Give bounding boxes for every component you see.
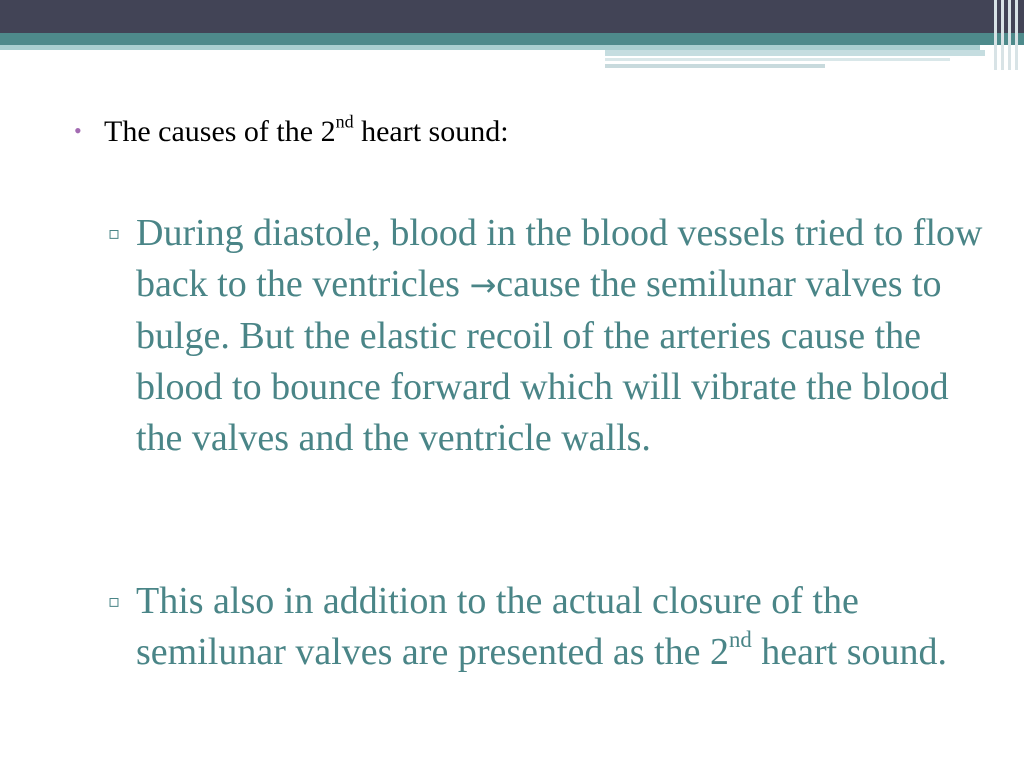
decorative-stripes <box>990 0 1024 70</box>
right-arrow-icon: → <box>469 266 497 304</box>
ordinal-superscript: nd <box>335 111 354 132</box>
sub-bullet-2 <box>108 576 988 678</box>
sub-bullet-2-part1: This also in addition to the actual closure of the semilunar valves are presented as the 2 <box>136 580 859 673</box>
sub-bullet-1-part1: During diastole, blood in the blood vessels tried to flow back to the ventricles <box>136 212 983 305</box>
decorative-line <box>605 58 950 61</box>
decorative-line <box>605 64 825 68</box>
main-bullet-text-end: heart sound: <box>353 115 509 148</box>
header-bar <box>0 0 1024 33</box>
round-bullet-icon: • <box>74 118 82 143</box>
main-bullet-text: The causes of the 2 <box>104 115 336 148</box>
sub-bullet-1-text <box>136 208 988 464</box>
sub-bullet-2-text <box>136 576 988 678</box>
square-bullet-icon: ▫ <box>108 223 121 244</box>
sub-bullet-1-part2: cause the semilunar valves to bulge. But the elastic recoil of the arteries cause the blood to bounce forward which will vibrate the blood the valves and the ventricle walls. <box>136 263 949 459</box>
header-teal-band <box>0 33 1024 45</box>
square-bullet-icon: ▫ <box>108 591 121 612</box>
ordinal-superscript: nd <box>729 626 752 652</box>
main-bullet <box>74 112 509 151</box>
sub-bullet-1 <box>108 208 988 464</box>
sub-bullet-2-part2: heart sound. <box>751 631 948 673</box>
decorative-line <box>605 50 985 56</box>
